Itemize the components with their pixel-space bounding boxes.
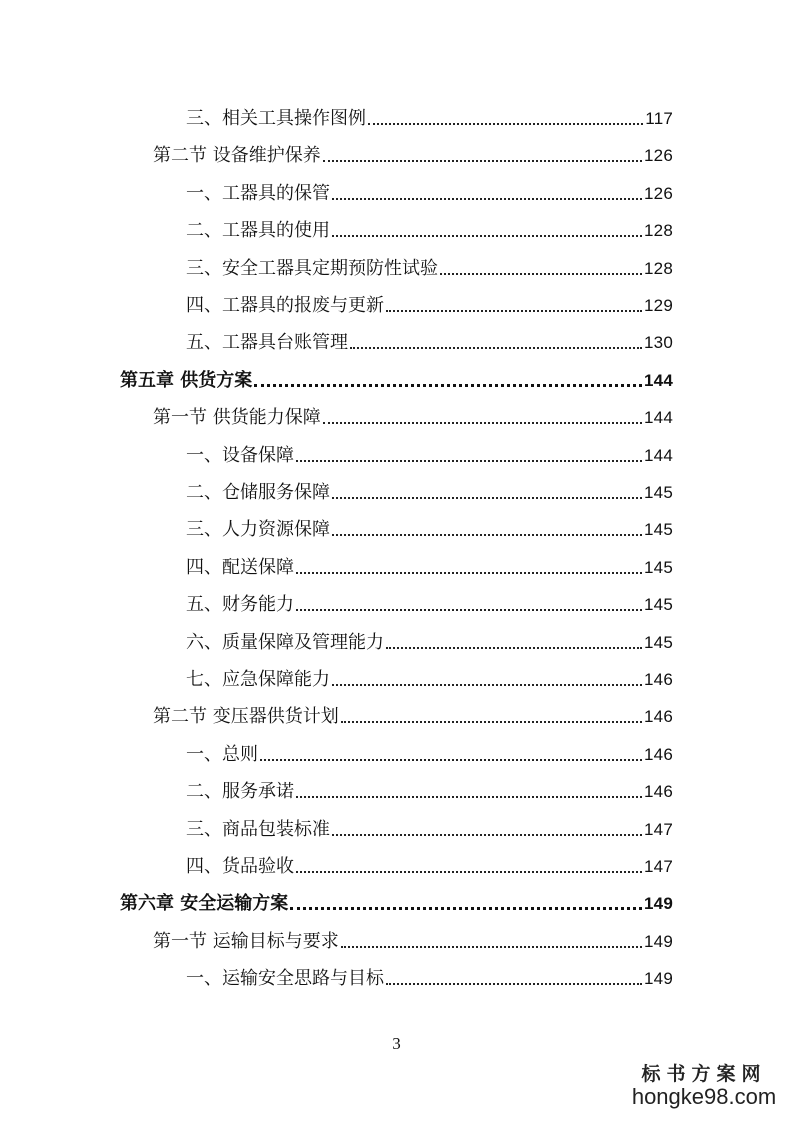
toc-item-row[interactable] [186,287,673,317]
toc-page-number: 126 [644,146,673,165]
toc-section-row[interactable] [153,137,673,167]
toc-item-row[interactable] [186,250,673,280]
toc-item-row[interactable] [186,960,673,990]
toc-item-row[interactable] [186,212,673,242]
toc-dot-leader [332,198,642,200]
toc-page-number: 145 [644,633,673,652]
toc-entry-title: 第二节 设备维护保养 [153,145,321,166]
watermark-url: hongke98.com [631,1084,777,1109]
toc-chapter-row[interactable] [120,362,673,392]
toc-page-number: 144 [644,371,673,390]
toc-page-number: 146 [644,745,673,764]
toc-entry-title: 第六章 安全运输方案 [120,893,289,914]
toc-dot-leader [440,273,642,275]
toc-page-number: 146 [644,782,673,801]
toc-page-number: 149 [644,969,673,988]
watermark [629,1059,779,1110]
toc-page-number: 149 [644,932,673,951]
toc-page-number: 117 [645,109,673,128]
page-number: 3 [392,1034,401,1053]
toc-page-number: 130 [644,333,673,352]
toc-entry-title: 一、运输安全思路与目标 [186,968,384,989]
toc-page-number: 147 [644,857,673,876]
toc-entry-title: 五、工器具台账管理 [186,332,348,353]
toc-item-row[interactable] [186,511,673,541]
toc-dot-leader [368,123,643,125]
toc-entry-title: 一、总则 [186,744,258,765]
toc-page-number: 145 [644,558,673,577]
toc-entry-title: 四、工器具的报废与更新 [186,295,384,316]
toc-dot-leader [323,422,642,424]
toc-dot-leader [323,160,642,162]
toc-page-number: 145 [644,483,673,502]
toc-dot-leader [332,235,642,237]
toc-page-number: 149 [644,894,673,913]
toc-dot-leader [332,834,642,836]
toc-entry-title: 三、相关工具操作图例 [186,108,366,129]
toc-item-row[interactable] [186,661,673,691]
toc-page-number: 128 [644,259,673,278]
toc-section-row[interactable] [153,698,673,728]
toc-dot-leader [296,572,642,574]
toc-dot-leader [296,609,642,611]
toc-entry-title: 第一节 运输目标与要求 [153,931,339,952]
toc-dot-leader [350,347,642,349]
toc-dot-leader [386,983,642,985]
toc-dot-leader [296,871,642,873]
toc-dot-leader [296,796,642,798]
toc-page-number: 145 [644,520,673,539]
toc-entry-title: 一、设备保障 [186,445,294,466]
toc-dot-leader [254,384,642,387]
toc-entry-title: 第二节 变压器供货计划 [153,706,339,727]
toc-page-number: 146 [644,707,673,726]
toc-entry-title: 六、质量保障及管理能力 [186,632,384,653]
toc-entry-title: 二、工器具的使用 [186,220,330,241]
toc-page-number: 144 [644,408,673,427]
toc-entry-title: 七、应急保障能力 [186,669,330,690]
toc-entry-title: 四、货品验收 [186,856,294,877]
toc-dot-leader [260,759,642,761]
toc-entry-title: 第一节 供货能力保障 [153,407,321,428]
toc-item-row[interactable] [186,773,673,803]
toc-page-number: 146 [644,670,673,689]
toc-dot-leader [332,684,642,686]
toc-item-row[interactable] [186,175,673,205]
toc-dot-leader [332,534,642,536]
watermark-name: 标书方案网 [641,1063,767,1085]
toc-item-row[interactable] [186,324,673,354]
toc-item-row[interactable] [186,100,673,130]
toc-item-row[interactable] [186,736,673,766]
toc-item-row[interactable] [186,624,673,654]
toc-entry-title: 三、安全工器具定期预防性试验 [186,258,438,279]
toc-dot-leader [296,460,642,462]
toc-entry-title: 二、服务承诺 [186,781,294,802]
toc-entry-title: 三、人力资源保障 [186,519,330,540]
toc-item-row[interactable] [186,586,673,616]
toc-dot-leader [332,497,642,499]
toc-page-number: 128 [644,221,673,240]
toc-entry-title: 三、商品包装标准 [186,819,330,840]
toc-dot-leader [341,721,642,723]
toc-item-row[interactable] [186,474,673,504]
toc-dot-leader [341,946,642,948]
toc-page-number: 144 [644,446,673,465]
toc-section-row[interactable] [153,923,673,953]
toc-entry-title: 五、财务能力 [186,594,294,615]
toc-item-row[interactable] [186,848,673,878]
toc-entry-title: 二、仓储服务保障 [186,482,330,503]
toc-entry-title: 第五章 供货方案 [120,370,253,391]
toc-item-row[interactable] [186,549,673,579]
toc-item-row[interactable] [186,437,673,467]
toc-section-row[interactable] [153,399,673,429]
toc-page-number: 147 [644,820,673,839]
toc-page-number: 126 [644,184,673,203]
toc-page-number: 129 [644,296,673,315]
toc-chapter-row[interactable] [120,885,673,915]
toc-page-number: 145 [644,595,673,614]
toc-dot-leader [386,310,642,312]
toc-item-row[interactable] [186,811,673,841]
toc-dot-leader [290,907,642,910]
toc-entry-title: 一、工器具的保管 [186,183,330,204]
toc-dot-leader [386,647,642,649]
toc-entry-title: 四、配送保障 [186,557,294,578]
